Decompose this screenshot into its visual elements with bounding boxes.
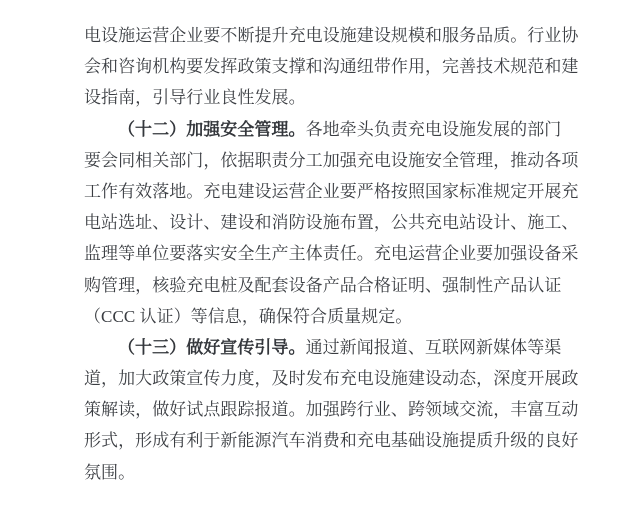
text-line	[84, 270, 594, 301]
text-line	[84, 20, 594, 51]
text-block	[84, 20, 594, 488]
section-heading-13: （十三）做好宣传引导。	[118, 337, 306, 357]
line-text: （CCC 认证）等信息，确保符合质量规定。	[84, 306, 413, 326]
text-line	[84, 51, 594, 82]
text-line	[84, 238, 594, 269]
line-text: 会和咨询机构要发挥政策支撑和沟通纽带作用，完善技术规范和建	[84, 57, 579, 77]
line-text: 监理等单位要落实安全生产主体责任。充电运营企业要加强设备采	[84, 244, 579, 264]
line-text: 策解读，做好试点跟踪报道。加强跨行业、跨领域交流，丰富互动	[84, 400, 579, 420]
line-text: 各地牵头负责充电设施发展的部门	[305, 119, 562, 139]
text-line	[84, 301, 594, 332]
line-text: 道，加大政策宣传力度，及时发布充电设施建设动态，深度开展政	[84, 369, 579, 389]
text-line	[84, 363, 594, 394]
line-text: 电站选址、设计、建设和消防设施布置，公共充电站设计、施工、	[84, 213, 579, 233]
line-text: 氛围。	[84, 462, 136, 482]
line-text: 工作有效落地。充电建设运营企业要严格按照国家标准规定开展充	[84, 181, 579, 201]
text-line	[84, 82, 594, 113]
line-text: 购管理，核验充电桩及配套设备产品合格证明、强制性产品认证	[84, 275, 562, 295]
text-line	[84, 457, 594, 488]
section-heading-12: （十二）加强安全管理。	[118, 119, 306, 139]
line-text: 设指南，引导行业良性发展。	[84, 88, 306, 108]
section-heading-line-12	[84, 114, 594, 145]
text-line	[84, 425, 594, 456]
line-text: 形式，形成有利于新能源汽车消费和充电基础设施提质升级的良好	[84, 431, 579, 451]
line-text: 电设施运营企业要不断提升充电设施建设规模和服务品质。行业协	[84, 26, 579, 45]
text-line	[84, 207, 594, 238]
text-line	[84, 176, 594, 207]
text-line	[84, 394, 594, 425]
line-text: 要会同相关部门，依据职责分工加强充电设施安全管理，推动各项	[84, 150, 579, 170]
section-heading-line-13	[84, 332, 594, 363]
line-text: 通过新闻报道、互联网新媒体等渠	[305, 337, 562, 357]
text-line	[84, 145, 594, 176]
